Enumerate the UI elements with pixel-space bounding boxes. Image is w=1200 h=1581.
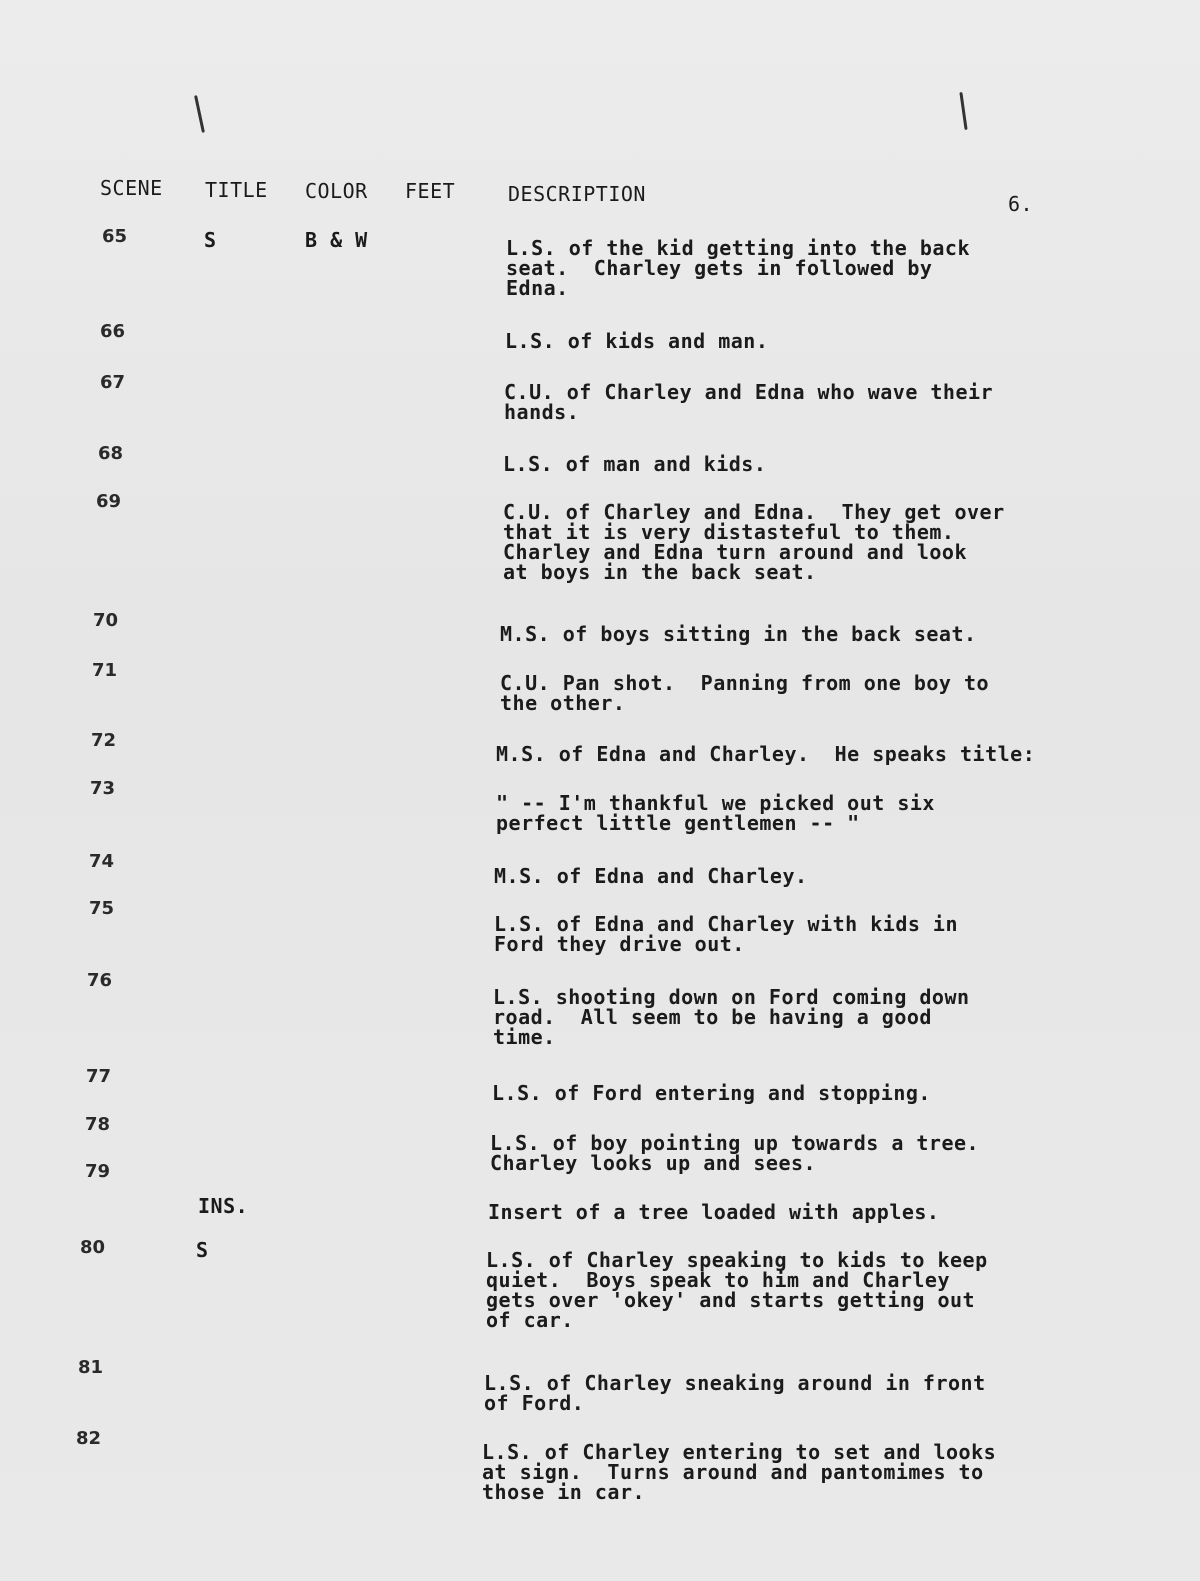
scene-number: 75 [89,898,115,919]
scene-number: 70 [93,610,119,631]
scene-description: M.S. of Edna and Charley. He speaks title: [496,742,1036,766]
scene-description: L.S. of Edna and Charley with kids in Ford they drive out. [494,912,959,956]
header-scene: SCENE [100,176,163,200]
scene-number: 73 [90,778,116,799]
title-code: S [196,1238,209,1262]
scene-number: 68 [98,443,124,464]
page-number: 6. [1008,192,1034,216]
scene-description: C.U. of Charley and Edna who wave their hands. [504,380,994,424]
scene-number: 79 [85,1161,111,1182]
scene-number: 76 [87,970,113,991]
header-color: COLOR [305,179,368,203]
scene-number: 74 [89,851,115,872]
scene-description: M.S. of Edna and Charley. [494,864,808,888]
scene-description: L.S. of Ford entering and stopping. [492,1081,931,1105]
scene-number: 71 [92,660,118,681]
scene-number: 65 [102,226,128,247]
scene-number: 82 [76,1428,102,1449]
scene-number: 69 [96,491,122,512]
scene-number: 77 [86,1066,112,1087]
scene-number: 67 [100,372,126,393]
header-description: DESCRIPTION [508,182,646,206]
scene-description: L.S. of Charley sneaking around in front of Ford. [484,1371,986,1415]
scene-description: C.U. of Charley and Edna. They get over that it is very distasteful to them. Charley and Edna turn around and look at boys in the back seat. [503,500,1005,584]
scene-number: 81 [78,1357,104,1378]
scene-description: L.S. of boy pointing up towards a tree. Charley looks up and sees. [490,1131,980,1175]
scene-description: M.S. of boys sitting in the back seat. [500,622,977,646]
color-code: B & W [305,228,368,252]
scene-description: C.U. Pan shot. Panning from one boy to the other. [500,671,990,715]
scene-number: 78 [85,1114,111,1135]
scene-description: L.S. of Charley entering to set and looks at sign. Turns around and pantomimes to those in car. [482,1440,997,1504]
scene-number: 72 [91,730,117,751]
scene-description: L.S. of man and kids. [503,452,767,476]
scene-description: L.S. of kids and man. [505,329,769,353]
title-code: S [204,228,217,252]
header-feet: FEET [405,179,456,203]
scene-description: L.S. of Charley speaking to kids to keep quiet. Boys speak to him and Charley gets over 'okey' and starts getting out of car. [486,1248,988,1332]
scene-description: Insert of a tree loaded with apples. [488,1200,940,1224]
title-code: INS. [198,1194,249,1218]
scene-description: L.S. shooting down on Ford coming down road. All seem to be having a good time. [493,985,970,1049]
punch-mark-left [194,95,205,133]
scene-number: 66 [100,321,126,342]
scene-description: " -- I'm thankful we picked out six perfect little gentlemen -- " [496,791,935,835]
header-title: TITLE [205,178,268,202]
scene-description: L.S. of the kid getting into the back seat. Charley gets in followed by Edna. [506,236,971,300]
scene-number: 80 [80,1237,106,1258]
punch-mark-right [959,92,967,130]
